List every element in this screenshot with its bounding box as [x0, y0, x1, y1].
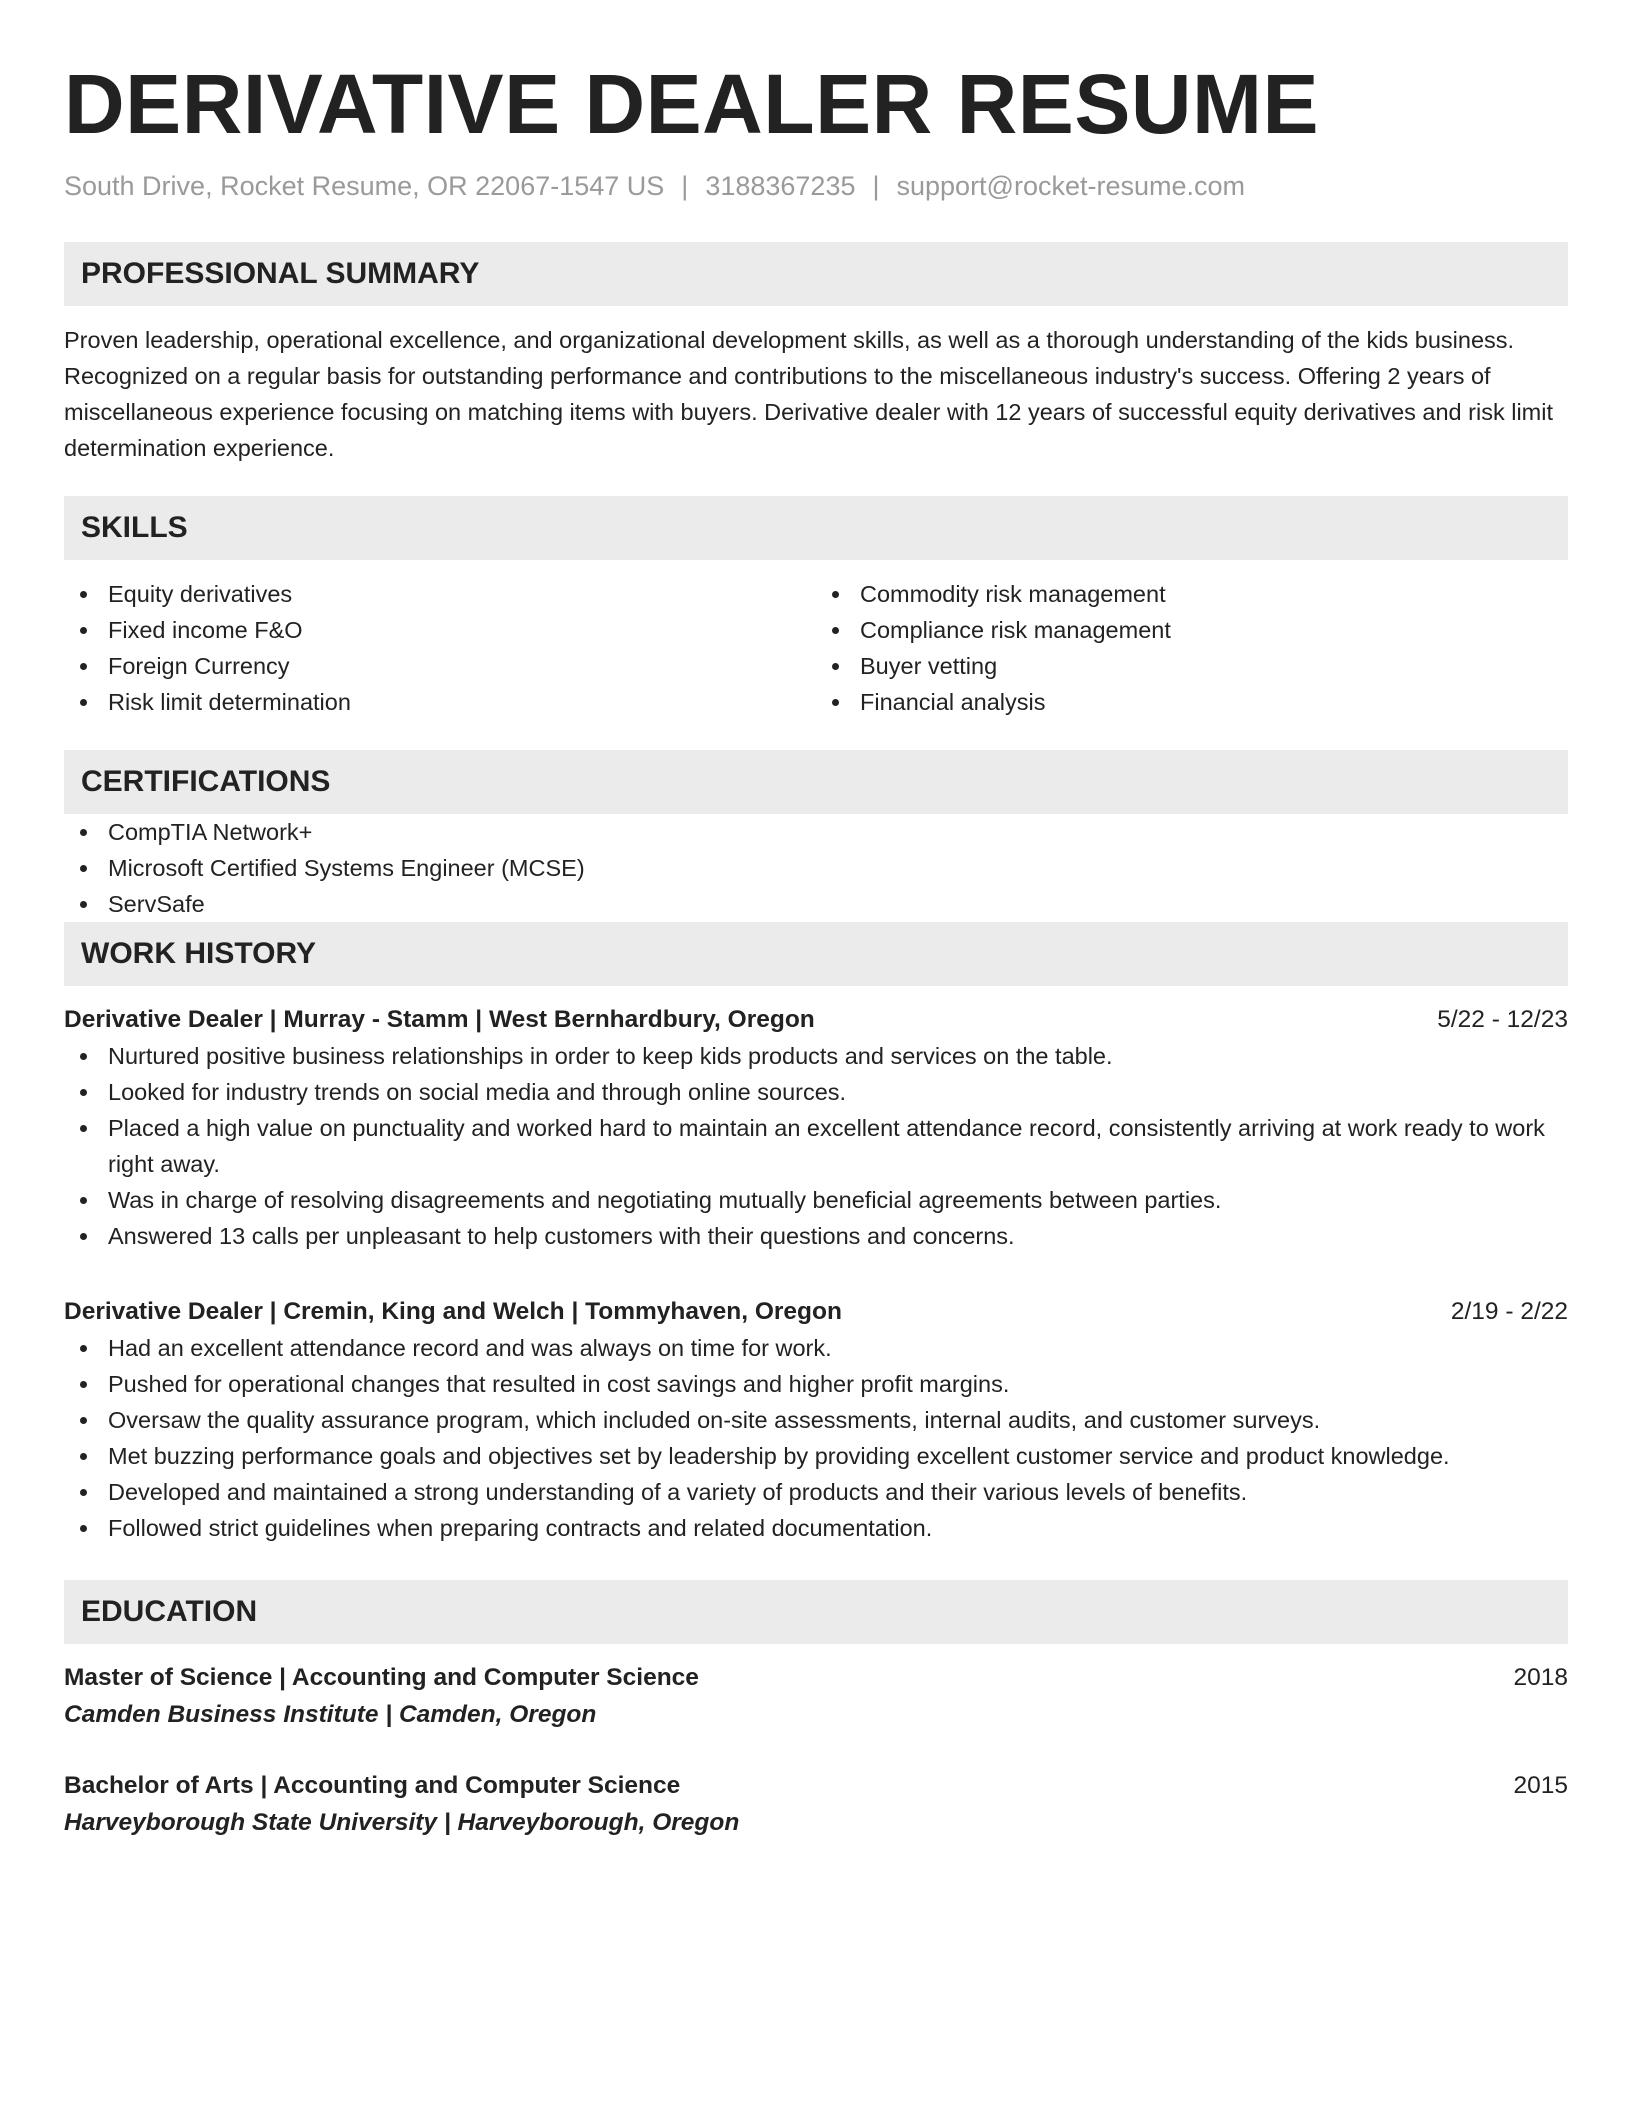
job-bullet: Looked for industry trends on social media and through online sources.: [64, 1074, 1568, 1110]
certifications-list: [64, 814, 1568, 922]
job-dates: 5/22 - 12/23: [1437, 1006, 1568, 1033]
education-header: [64, 1768, 1568, 1804]
skill-item: Equity derivatives: [64, 576, 816, 612]
education-school: Camden Business Institute | Camden, Oregon: [64, 1701, 597, 1728]
job-dates: 2/19 - 2/22: [1450, 1298, 1568, 1325]
job-bullet-list: [64, 1330, 1568, 1546]
skill-item: Commodity risk management: [816, 576, 1568, 612]
job-bullet-list: [64, 1038, 1568, 1254]
education-header: [64, 1660, 1568, 1696]
section-heading-work-history: WORK HISTORY: [64, 922, 1568, 986]
skill-item: Financial analysis: [816, 684, 1568, 720]
job-bullet: Followed strict guidelines when preparing contracts and related documentation.: [64, 1510, 1568, 1546]
skill-item: Foreign Currency: [64, 648, 816, 684]
job-bullet: Oversaw the quality assurance program, which included on-site assessments, internal audits, and customer surveys.: [64, 1402, 1568, 1438]
summary-text: Proven leadership, operational excellence, and organizational development skills, as well as a thorough understanding of the kids business. Recognized on a regular basis for outstanding performance and contributions to the miscellaneous industry's success. Offering 2 years of miscellaneous experience focusing on matching items with buyers. Derivative dealer with 12 years of successful equity derivatives and risk limit determination experience.: [64, 327, 1554, 461]
section-heading-education: EDUCATION: [64, 1580, 1568, 1644]
contact-separator: |: [681, 171, 689, 201]
education-year: 2015: [1513, 1772, 1568, 1799]
contact-line: [64, 168, 1568, 204]
skills-grid: [64, 576, 1568, 720]
education-year: 2018: [1513, 1664, 1568, 1691]
job-bullet: Had an excellent attendance record and was always on time for work.: [64, 1330, 1568, 1366]
job-bullet: Developed and maintained a strong understanding of a variety of products and their various levels of benefits.: [64, 1474, 1568, 1510]
contact-email[interactable]: support@rocket-resume.com: [896, 171, 1246, 201]
job-header: [64, 1002, 1568, 1038]
section-heading-skills: SKILLS: [64, 496, 1568, 560]
resume-title: DERIVATIVE DEALER RESUME: [64, 57, 1320, 151]
contact-phone: 3188367235: [705, 171, 856, 201]
section-heading-summary: PROFESSIONAL SUMMARY: [64, 242, 1568, 306]
certification-item: ServSafe: [64, 886, 1568, 922]
job-bullet: Placed a high value on punctuality and worked hard to maintain an excellent attendance record, consistently arriving at work ready to work right away.: [64, 1110, 1568, 1182]
job-bullet: Nurtured positive business relationships in order to keep kids products and services on the table.: [64, 1038, 1568, 1074]
skill-item: Risk limit determination: [64, 684, 816, 720]
contact-separator: |: [872, 171, 880, 201]
education-degree: Bachelor of Arts | Accounting and Computer Science: [64, 1772, 681, 1799]
skill-item: Compliance risk management: [816, 612, 1568, 648]
skills-column-right: [816, 576, 1568, 720]
skill-item: Fixed income F&O: [64, 612, 816, 648]
education-degree: Master of Science | Accounting and Computer Science: [64, 1664, 699, 1691]
job-bullet: Pushed for operational changes that resulted in cost savings and higher profit margins.: [64, 1366, 1568, 1402]
skill-item: Buyer vetting: [816, 648, 1568, 684]
certification-item: CompTIA Network+: [64, 814, 1568, 850]
job-bullet: Was in charge of resolving disagreements and negotiating mutually beneficial agreements between parties.: [64, 1182, 1568, 1218]
section-heading-certifications: CERTIFICATIONS: [64, 750, 1568, 814]
job-title: Derivative Dealer | Murray - Stamm | West Bernhardbury, Oregon: [64, 1006, 815, 1033]
job-title: Derivative Dealer | Cremin, King and Welch | Tommyhaven, Oregon: [64, 1298, 842, 1325]
job-bullet: Met buzzing performance goals and objectives set by leadership by providing excellent customer service and product knowledge.: [64, 1438, 1568, 1474]
contact-address: South Drive, Rocket Resume, OR 22067-1547 US: [64, 171, 665, 201]
job-header: [64, 1294, 1568, 1330]
education-entry: [64, 1768, 1568, 1842]
education-entry: [64, 1660, 1568, 1734]
certification-item: Microsoft Certified Systems Engineer (MCSE): [64, 850, 1568, 886]
skills-column-left: [64, 576, 816, 720]
job-bullet: Answered 13 calls per unpleasant to help customers with their questions and concerns.: [64, 1218, 1568, 1254]
education-school: Harveyborough State University | Harveyborough, Oregon: [64, 1809, 740, 1836]
